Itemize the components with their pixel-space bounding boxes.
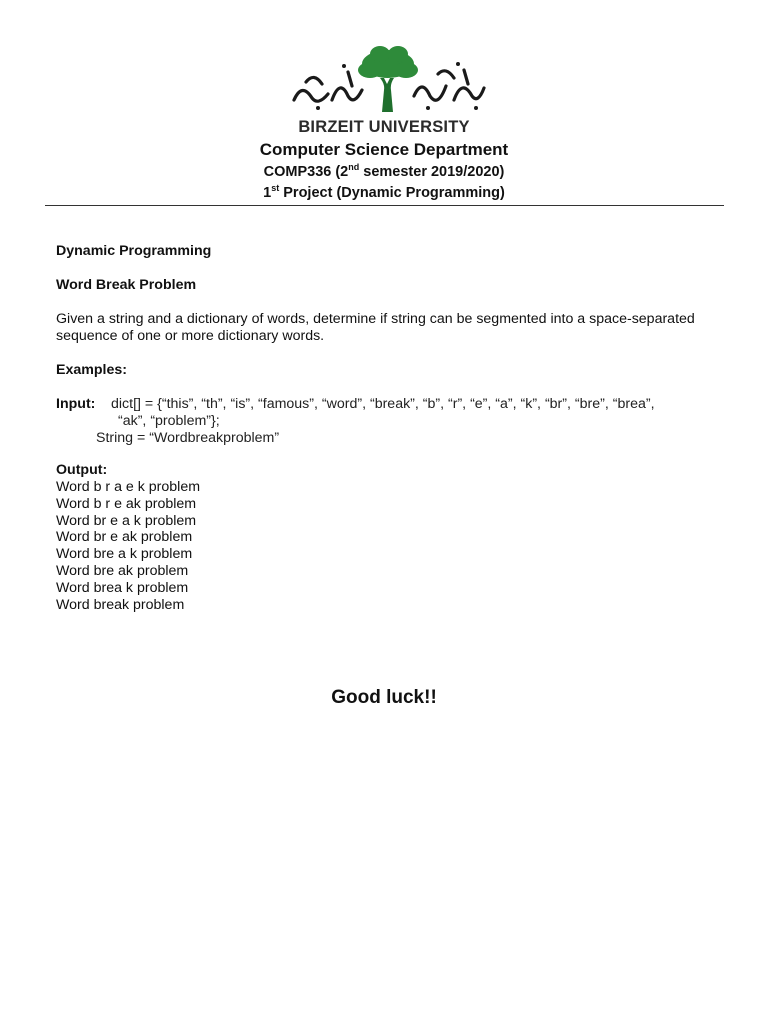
course-superscript: nd <box>348 162 360 172</box>
output-item: Word br e a k problem <box>56 512 197 529</box>
university-name: BIRZEIT UNIVERSITY <box>298 118 470 136</box>
output-item: Word bre ak problem <box>56 562 189 579</box>
project-suffix: Project (Dynamic Programming) <box>279 185 505 201</box>
output-item: Word brea k problem <box>56 579 189 596</box>
output-item: Word b r a e k problem <box>56 479 201 495</box>
output-item: Word br e ak problem <box>56 529 193 546</box>
problem-title: Word Break Problem <box>56 277 197 293</box>
output-item: Word bre a k problem <box>56 546 193 563</box>
project-superscript: st <box>271 183 280 193</box>
project-prefix: 1 <box>263 185 272 201</box>
examples-label: Examples: <box>56 362 127 378</box>
problem-description: Given a string and a dictionary of words, determine if string can be segmented into a space-separated sequence of one or more dictionary words. <box>56 311 695 344</box>
output-item: Word break problem <box>56 596 185 613</box>
input-label: Input: <box>56 396 96 412</box>
dict-line-1: dict[] = {“this”, “th”, “is”, “famous”, “word”, “break”, “b”, “r”, “e”, “a”, “k”, “br”, “bre”, “brea”, <box>111 396 655 412</box>
course-prefix: COMP336 (2 <box>263 164 349 180</box>
dict-line-2: “ak”, “problem”}; <box>118 413 220 429</box>
output-list <box>56 479 200 613</box>
header-divider <box>45 205 724 206</box>
project-line <box>0 185 768 201</box>
department-name: Computer Science Department <box>259 140 509 159</box>
tree-logo-icon <box>288 42 488 116</box>
output-item: Word b r e ak problem <box>56 495 197 512</box>
closing-message: Good luck!! <box>331 687 437 708</box>
course-line <box>0 164 768 180</box>
course-suffix: semester 2019/2020) <box>359 164 505 180</box>
section-title: Dynamic Programming <box>56 243 212 259</box>
output-label: Output: <box>56 462 108 478</box>
string-line: String = “Wordbreakproblem” <box>96 430 280 446</box>
